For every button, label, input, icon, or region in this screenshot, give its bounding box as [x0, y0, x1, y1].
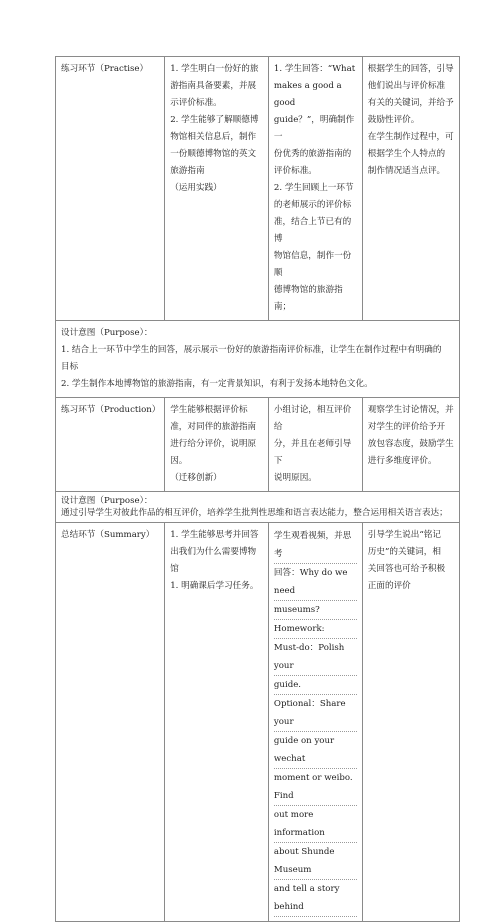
assessment-line: 放包容态度，鼓励学生: [367, 439, 454, 449]
assessment-line: 制作情况适当点评。: [367, 166, 446, 176]
activity-line: 说明原因。: [273, 473, 317, 483]
assessment-line: 他们说出与评价标准: [367, 81, 446, 91]
objective-line: 1. 明确课后学习任务。: [170, 581, 259, 591]
objective-line: 准，对同伴的旅游指南: [170, 422, 257, 432]
summary-assessment-cell: [362, 523, 459, 922]
objective-line: 1. 学生能够思考并回答: [170, 530, 259, 540]
production-objectives-cell: [165, 398, 269, 492]
practise-activities-cell: [268, 57, 362, 321]
objective-line: （迁移创新）: [170, 473, 222, 483]
purpose-line: 2. 学生制作本地博物馆的旅游指南，有一定背景知识，有利于发扬本地特色文化。: [61, 379, 373, 389]
assessment-line: 对学生的评价给予开: [367, 422, 446, 432]
assessment-line: 观察学生讨论情况，并: [367, 405, 454, 415]
assessment-line: 在学生制作过程中，可: [367, 132, 454, 142]
activity-line: Must-do：Polish your: [274, 639, 357, 676]
activity-line: 德博物馆的旅游指南；: [273, 285, 343, 312]
production-row: [56, 398, 460, 492]
objective-line: 1. 学生明白一份好的旅: [170, 64, 259, 74]
activity-line: museums?: [274, 601, 357, 620]
activity-line: 份优秀的旅游指南的: [273, 149, 352, 159]
stage-label: 练习环节（Production）: [61, 405, 161, 415]
activity-line: 小组讨论，相互评价给: [273, 405, 352, 432]
lesson-plan-table: [55, 56, 460, 922]
activity-line: 物馆信息，制作一份顺: [273, 251, 352, 278]
purpose-heading: 设计意图（Purpose）：: [61, 496, 153, 506]
activity-line: about Shunde Museum: [274, 843, 357, 880]
assessment-line: 鼓励性评价。: [367, 115, 420, 125]
summary-row: [56, 523, 460, 922]
assessment-line: 根据学生的回答，引导: [367, 64, 454, 74]
purpose-cell: [56, 321, 460, 398]
activity-line: makes a good a good: [273, 81, 342, 108]
objective-line: 进行给分评价，说明原: [170, 439, 257, 449]
production-stage-cell: [56, 398, 165, 492]
purpose-row: [56, 321, 460, 398]
assessment-line: 有关的关键词，并给予: [367, 98, 454, 108]
activity-line: out more information: [274, 806, 357, 843]
activity-line: 2. 学生回顾上一环节: [273, 183, 354, 193]
objective-line: 馆: [170, 564, 179, 574]
activity-line: 学生观看视频，并思考: [274, 527, 357, 564]
assessment-line: 根据学生个人特点的: [367, 149, 446, 159]
objective-line: 物馆相关信息后，制作: [170, 132, 257, 142]
activity-line: 准，结合上节已有的博: [273, 217, 352, 244]
stage-label: 练习环节（Practise）: [61, 64, 149, 74]
objective-line: 学生能够根据评价标: [170, 405, 248, 415]
assessment-line: 进行多维度评价。: [367, 456, 437, 466]
activity-line: 分，并且在老师引导下: [273, 439, 352, 466]
purpose-line: 目标: [61, 362, 79, 372]
summary-objectives-cell: [165, 523, 269, 922]
practise-row: [56, 57, 460, 321]
objective-line: 一份顺德博物馆的英文: [170, 149, 257, 159]
activity-line: guide？”，明确制作一: [273, 115, 355, 142]
objective-line: 旅游指南: [170, 166, 205, 176]
activity-line: 回答：Why do we need: [274, 564, 357, 601]
purpose-row: [56, 492, 460, 523]
activity-line: guide on your wechat: [274, 732, 357, 769]
summary-stage-cell: [56, 523, 165, 922]
activity-line: and tell a story behind: [274, 880, 357, 917]
practise-assessment-cell: [362, 57, 459, 321]
assessment-line: 历史”的关键词，相: [367, 547, 441, 557]
activity-line: 1. 学生回答：“What: [273, 64, 356, 74]
objective-line: （运用实践）: [170, 183, 222, 193]
objective-line: 2. 学生能够了解顺德博: [170, 115, 259, 125]
purpose-line: 通过引导学生对彼此作品的相互评价，培养学生批判性思维和语言表达能力，整合运用相关语言表达；: [61, 508, 448, 518]
assessment-line: 正面的评价: [367, 581, 411, 591]
activity-line: Homework:: [274, 620, 357, 639]
assessment-line: 关回答也可给予积极: [367, 564, 446, 574]
stage-label: 总结环节（Summary）: [61, 530, 155, 540]
activity-line: 评价标准。: [273, 166, 317, 176]
purpose-cell: [56, 492, 460, 523]
purpose-heading: 设计意图（Purpose）：: [61, 328, 153, 338]
production-activities-cell: [268, 398, 362, 492]
activity-line: guide.: [274, 676, 357, 695]
activity-line: 的老师展示的评价标: [273, 200, 352, 210]
activity-line: moment or weibo. Find: [274, 769, 357, 806]
practise-stage-cell: [56, 57, 165, 321]
production-assessment-cell: [362, 398, 459, 492]
activity-line: Optional：Share your: [274, 695, 357, 732]
practise-objectives-cell: [165, 57, 269, 321]
purpose-line: 1. 结合上一环节中学生的回答，展示展示一份好的旅游指南评价标准，让学生在制作过程中有明确的: [61, 345, 442, 355]
objective-line: 出我们为什么需要博物: [170, 547, 257, 557]
assessment-line: 引导学生说出“铭记: [367, 530, 441, 540]
summary-activities-cell: [268, 523, 362, 922]
objective-line: 游指南具备要素，并展: [170, 81, 257, 91]
objective-line: 因。: [170, 456, 188, 466]
objective-line: 示评价标准。: [170, 98, 222, 108]
